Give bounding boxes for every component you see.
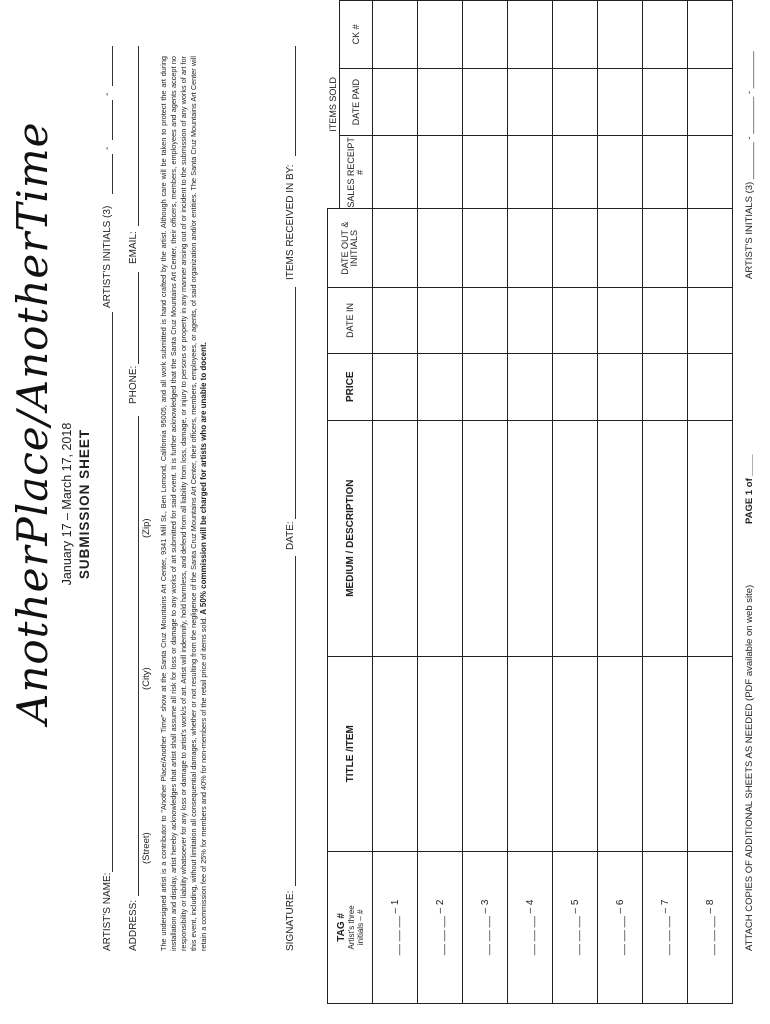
price-cell[interactable] <box>463 353 508 420</box>
date-in-cell[interactable] <box>553 288 598 354</box>
phone-field[interactable] <box>138 272 139 364</box>
received-field[interactable] <box>295 46 296 156</box>
price-cell[interactable] <box>553 353 598 420</box>
date-out-cell[interactable] <box>418 209 463 288</box>
footer-initials: ARTIST'S INITIALS (3) _______ - _______ - _______ <box>744 51 755 279</box>
date-in-cell[interactable] <box>463 288 508 354</box>
tag-cell[interactable]: __ __ __ – 8 <box>688 851 733 1003</box>
signature-label: SIGNATURE: <box>285 890 296 951</box>
table-row <box>463 1 508 1004</box>
date-in-header: DATE IN <box>328 288 373 354</box>
attach-note: ATTACH COPIES OF ADDITIONAL SHEETS AS NEEDED (PDF available on web site) <box>744 584 755 951</box>
title-cell[interactable] <box>643 656 688 851</box>
commission-note: A 50% commission will be charged for artists who are unable to docent. <box>198 342 208 615</box>
tag-cell[interactable]: __ __ __ – 1 <box>373 851 418 1003</box>
ck-cell[interactable] <box>598 1 643 69</box>
title-header: TITLE /ITEM <box>328 656 373 851</box>
title-cell[interactable] <box>553 656 598 851</box>
submission-table <box>327 0 733 1004</box>
ck-cell[interactable] <box>643 1 688 69</box>
address-field[interactable] <box>138 416 139 896</box>
date-in-cell[interactable] <box>508 288 553 354</box>
date-in-cell[interactable] <box>688 288 733 354</box>
price-cell[interactable] <box>508 353 553 420</box>
show-title: AnotherPlace/AnotherTime <box>8 121 57 724</box>
date-in-cell[interactable] <box>598 288 643 354</box>
date-paid-cell[interactable] <box>463 68 508 136</box>
address-label: ADDRESS: <box>128 899 139 951</box>
agreement-paragraph <box>159 56 209 951</box>
email-field[interactable] <box>138 46 139 226</box>
initials-field-1[interactable] <box>112 154 113 194</box>
price-cell[interactable] <box>418 353 463 420</box>
page-count: PAGE 1 of ____ <box>744 454 755 524</box>
initials-field-3[interactable] <box>112 46 113 86</box>
tag-cell[interactable]: __ __ __ – 4 <box>508 851 553 1003</box>
date-in-cell[interactable] <box>418 288 463 354</box>
date-paid-cell[interactable] <box>643 68 688 136</box>
ck-cell[interactable] <box>418 1 463 69</box>
receipt-cell[interactable] <box>508 136 553 209</box>
date-out-header: DATE OUT & INITIALS <box>328 209 373 288</box>
rotated-page: AnotherPlace/AnotherTime January 17 – March 17, 2018 SUBMISSION SHEET ARTIST'S NAME: ARTIST'S INITIALS (3) - - ADDRESS: PHONE: EMAIL: (Street) (City) (Zip) The undersigned artist is a contributor to "Another Place/Another Time" show at the Santa Cruz Mountains Art Center, 9341 Mill St., Ben Lomond, California 95005, and all work submitted is hand crafted by the artist. Although care will be taken to protect the art during installation and display, artist hereby acknowledges that artist shall assume all risk for loss or damage to any works of art submitted for said event. It is further acknowledged that the Santa Cruz Mountains Art Center, their officers, members, employees and agents accept no responsibility or liability whatsoever for any loss or damage to artist's work/s of art. Artist will indemnify, hold harmless, and defend from all liability from loss, damage, or injury to persons or property in any manner arising out of or incident to the submission of any works of art for this event, including, without limitation all consequential damages, whether or not resulting from the negligence of the Santa Cruz Mountains Art Center, their officers, members, employees, or agents, of said organization and/or entities. The Santa Cruz Mountains Art Center will retain a commission fee of 25% for members and 40% for non-members of the retail price of items sold. A 50% commission will be charged for artists who are unable to docent. SIGNATURE: DATE: ITEMS RECEIVED IN BY: TAG # Artist's three initials – # TITLE /ITEM MEDIUM / DESCRIPTION PRICE DATE IN DATE OUT & INITIALS ITEMS SOLD SALES RECEIPT # DATE PAID CK # __ __ __ – 1 __ __ __ – 2 __ __ __ – 3 __ __ __ – 4 __ __ __ – 5 __ __ __ – 6 __ __ __ – 7 __ __ __ – 8 ATTACH COPIES OF ADDITIONAL SHEETS AS NEEDED (PDF available on web site) PAGE 1 of ____ ARTIST'S INITIALS (3) _______ - _______ - _______ <box>0 0 770 1024</box>
tag-cell[interactable]: __ __ __ – 2 <box>418 851 463 1003</box>
receipt-cell[interactable] <box>418 136 463 209</box>
date-paid-cell[interactable] <box>553 68 598 136</box>
medium-cell[interactable] <box>688 420 733 656</box>
table-row <box>643 1 688 1004</box>
table-row <box>418 1 463 1004</box>
medium-header: MEDIUM / DESCRIPTION <box>328 420 373 656</box>
date-in-cell[interactable] <box>373 288 418 354</box>
medium-cell[interactable] <box>598 420 643 656</box>
medium-cell[interactable] <box>373 420 418 656</box>
date-paid-cell[interactable] <box>373 68 418 136</box>
table-row <box>553 1 598 1004</box>
title-cell[interactable] <box>373 656 418 851</box>
medium-cell[interactable] <box>463 420 508 656</box>
phone-label: PHONE: <box>128 365 139 404</box>
receipt-cell[interactable] <box>598 136 643 209</box>
date-out-cell[interactable] <box>553 209 598 288</box>
ck-cell[interactable] <box>688 1 733 69</box>
ck-header: CK # <box>340 1 373 69</box>
tag-cell[interactable]: __ __ __ – 3 <box>463 851 508 1003</box>
date-out-cell[interactable] <box>643 209 688 288</box>
tag-cell[interactable]: __ __ __ – 7 <box>643 851 688 1003</box>
receipt-cell[interactable] <box>373 136 418 209</box>
date-paid-cell[interactable] <box>418 68 463 136</box>
ck-cell[interactable] <box>553 1 598 69</box>
artist-name-field[interactable] <box>112 312 113 872</box>
tag-cell[interactable]: __ __ __ – 5 <box>553 851 598 1003</box>
receipt-cell[interactable] <box>688 136 733 209</box>
price-cell[interactable] <box>643 353 688 420</box>
items-sold-header: ITEMS SOLD <box>328 1 340 209</box>
ck-cell[interactable] <box>463 1 508 69</box>
title-cell[interactable] <box>418 656 463 851</box>
signature-field[interactable] <box>295 556 296 886</box>
date-label: DATE: <box>285 521 296 550</box>
title-cell[interactable] <box>508 656 553 851</box>
date-paid-cell[interactable] <box>508 68 553 136</box>
tag-cell[interactable]: __ __ __ – 6 <box>598 851 643 1003</box>
date-paid-cell[interactable] <box>598 68 643 136</box>
date-paid-header: DATE PAID <box>340 68 373 136</box>
city-sublabel: (City) <box>141 667 152 690</box>
received-label: ITEMS RECEIVED IN BY: <box>285 164 296 280</box>
medium-cell[interactable] <box>643 420 688 656</box>
date-paid-cell[interactable] <box>688 68 733 136</box>
table-row <box>508 1 553 1004</box>
table-row <box>598 1 643 1004</box>
receipt-cell[interactable] <box>643 136 688 209</box>
date-in-cell[interactable] <box>643 288 688 354</box>
ck-cell[interactable] <box>508 1 553 69</box>
initials-field-2[interactable] <box>112 100 113 140</box>
price-cell[interactable] <box>373 353 418 420</box>
artist-name-label: ARTIST'S NAME: <box>102 872 113 951</box>
ck-cell[interactable] <box>373 1 418 69</box>
price-header: PRICE <box>328 353 373 420</box>
medium-cell[interactable] <box>553 420 598 656</box>
price-cell[interactable] <box>688 353 733 420</box>
title-cell[interactable] <box>463 656 508 851</box>
title-cell[interactable] <box>598 656 643 851</box>
price-cell[interactable] <box>598 353 643 420</box>
artist-initials-label: ARTIST'S INITIALS (3) <box>102 205 113 308</box>
zip-sublabel: (Zip) <box>141 518 152 538</box>
date-out-cell[interactable] <box>373 209 418 288</box>
receipt-header: SALES RECEIPT # <box>340 136 373 209</box>
medium-cell[interactable] <box>418 420 463 656</box>
date-out-cell[interactable] <box>463 209 508 288</box>
date-field[interactable] <box>295 287 296 519</box>
date-out-cell[interactable] <box>688 209 733 288</box>
medium-cell[interactable] <box>508 420 553 656</box>
email-label: EMAIL: <box>128 231 139 264</box>
tag-header: TAG # Artist's three initials – # <box>328 851 373 1003</box>
receipt-cell[interactable] <box>463 136 508 209</box>
table-row <box>688 1 733 1004</box>
sheet-subtitle: SUBMISSION SHEET <box>77 428 92 580</box>
date-out-cell[interactable] <box>598 209 643 288</box>
show-dates: January 17 – March 17, 2018 <box>60 422 74 586</box>
receipt-cell[interactable] <box>553 136 598 209</box>
table-row <box>373 1 418 1004</box>
agreement-text: The undersigned artist is a contributor to "Another Place/Another Time" show at the Santa Cruz Mountains Art Center, 9341 Mill St., Ben Lomond, California 95005, and all work submitted is hand crafted by the artist. Although care will be taken to protect the art during installation and display, artist hereby acknowledges that artist shall assume all risk for loss or damage to any works of art submitted for said event. It is further acknowledged that the Santa Cruz Mountains Art Center, their officers, members, employees and agents accept no responsibility or liability whatsoever for any loss or damage to artist's work/s of art. Artist will indemnify, hold harmless, and defend from all liability from loss, damage, or injury to persons or property in any manner arising out of or incident to the submission of any works of art for this event, including, without limitation all consequential damages, whether or not resulting from the negligence of the Santa Cruz Mountains Art Center, their officers, members, employees, or agents, of said organization and/or entities. The Santa Cruz Mountains Art Center will retain a commission fee of 25% for members and 40% for non-members of the retail price of items sold. <box>159 56 208 951</box>
street-sublabel: (Street) <box>141 832 152 864</box>
title-cell[interactable] <box>688 656 733 851</box>
date-out-cell[interactable] <box>508 209 553 288</box>
